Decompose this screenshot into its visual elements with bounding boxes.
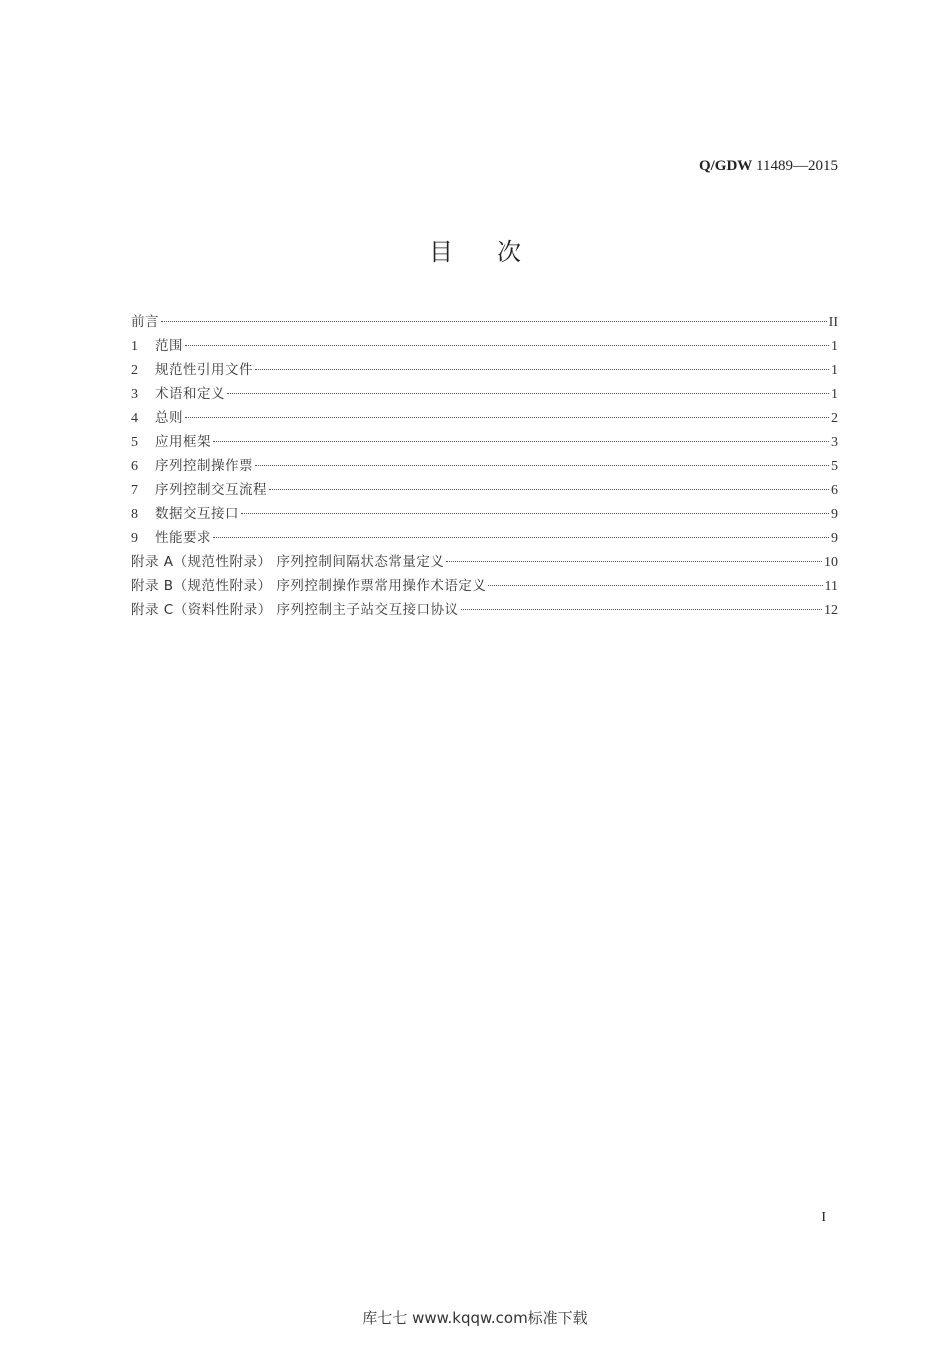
toc-entry-label: 术语和定义 <box>155 386 225 402</box>
standard-code-prefix: Q/GDW <box>698 158 753 174</box>
toc-entry[interactable] <box>131 430 838 454</box>
toc-entry-number: 4 <box>131 411 138 426</box>
toc-entry-page: 6 <box>831 483 838 498</box>
toc-entry[interactable] <box>131 454 838 478</box>
toc-entry[interactable] <box>131 526 838 550</box>
toc-entry-page: 10 <box>824 555 838 570</box>
toc-entry-number: 5 <box>131 435 138 450</box>
toc-entry-label: 序列控制操作票 <box>155 458 253 474</box>
toc-leader-dots <box>461 609 822 610</box>
toc-leader-dots <box>213 441 829 442</box>
toc-leader-dots <box>213 537 829 538</box>
toc-entry-number: 7 <box>131 483 138 498</box>
toc-entry-label: 附录 A（规范性附录） 序列控制间隔状态常量定义 <box>131 554 445 570</box>
toc-entry-label: 规范性引用文件 <box>155 362 253 378</box>
toc-entry-label: 数据交互接口 <box>155 506 239 522</box>
toc-entry-number: 2 <box>131 363 138 378</box>
standard-code <box>699 158 838 175</box>
table-of-contents <box>131 310 838 622</box>
watermark-text: 库七七 www.kqqw.com标准下载 <box>362 1309 588 1327</box>
toc-entry-label: 附录 C（资料性附录） 序列控制主子站交互接口协议 <box>131 602 459 618</box>
toc-leader-dots <box>161 321 827 322</box>
toc-leader-dots <box>185 345 829 346</box>
standard-code-number: 11489—2015 <box>756 158 838 174</box>
toc-leader-dots <box>185 417 829 418</box>
toc-entry-appendix-b[interactable] <box>131 574 838 598</box>
toc-entry-page: 9 <box>831 507 838 522</box>
toc-entry[interactable] <box>131 382 838 406</box>
toc-leader-dots <box>255 369 829 370</box>
toc-leader-dots <box>446 561 822 562</box>
toc-entry-page: 1 <box>831 387 838 402</box>
toc-entry[interactable] <box>131 502 838 526</box>
toc-entry-label: 性能要求 <box>155 530 211 546</box>
toc-entry-page: 5 <box>831 459 838 474</box>
toc-entry-label: 总则 <box>155 410 183 426</box>
toc-leader-dots <box>488 585 822 586</box>
toc-entry-page: 2 <box>831 411 838 426</box>
toc-entry[interactable] <box>131 334 838 358</box>
toc-entry[interactable] <box>131 358 838 382</box>
toc-entry-label: 应用框架 <box>155 434 211 450</box>
toc-entry-page: 12 <box>824 603 838 618</box>
toc-entry-page: II <box>828 315 838 330</box>
toc-entry-number: 6 <box>131 459 138 474</box>
toc-leader-dots <box>269 489 829 490</box>
toc-title: 目次 <box>429 238 565 266</box>
toc-entry-page: 1 <box>831 363 838 378</box>
toc-entry[interactable] <box>131 478 838 502</box>
toc-entry-label: 序列控制交互流程 <box>155 482 267 498</box>
toc-leader-dots <box>227 393 829 394</box>
toc-entry-label: 前言 <box>131 314 159 330</box>
toc-entry[interactable] <box>131 406 838 430</box>
page-number: I <box>821 1210 826 1225</box>
toc-entry-appendix-a[interactable] <box>131 550 838 574</box>
toc-entry-number: 1 <box>131 339 138 354</box>
toc-entry-page: 3 <box>831 435 838 450</box>
toc-entry-label: 范围 <box>155 338 183 354</box>
toc-entry-page: 11 <box>824 579 838 594</box>
toc-entry-number: 8 <box>131 507 138 522</box>
toc-entry[interactable] <box>131 310 838 334</box>
toc-entry-label: 附录 B（规范性附录） 序列控制操作票常用操作术语定义 <box>131 578 487 594</box>
toc-entry-page: 9 <box>831 531 838 546</box>
toc-leader-dots <box>241 513 829 514</box>
toc-entry-number: 3 <box>131 387 138 402</box>
toc-entry-appendix-c[interactable] <box>131 598 838 622</box>
toc-entry-number: 9 <box>131 531 138 546</box>
toc-leader-dots <box>255 465 829 466</box>
toc-entry-page: 1 <box>831 339 838 354</box>
